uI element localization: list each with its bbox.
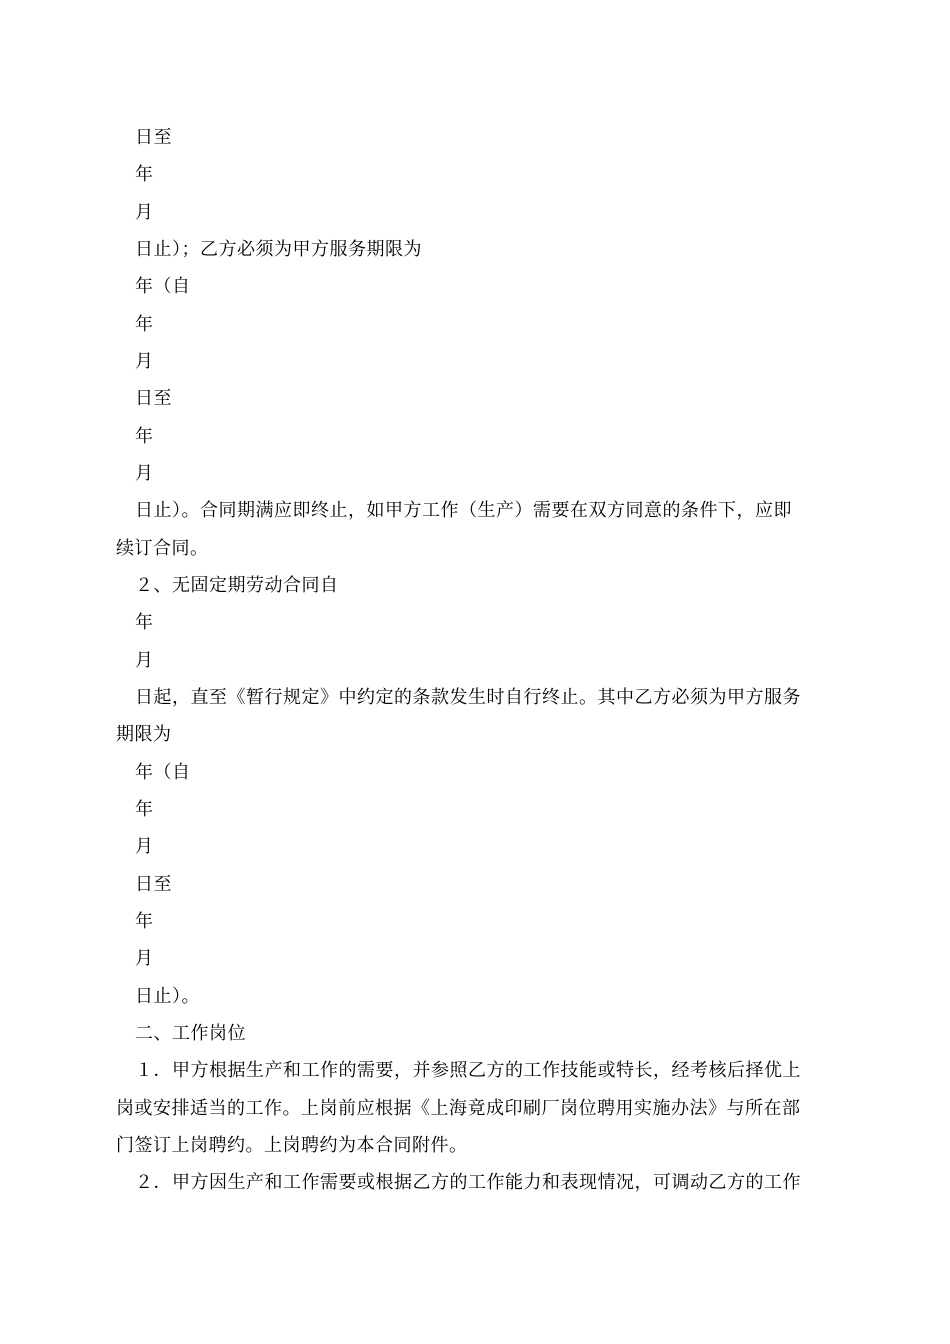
text-line: 月 (135, 202, 154, 223)
text-line: 门签订上岗聘约。上岗聘约为本合同附件。 (116, 1135, 468, 1156)
text-line: 月 (135, 650, 154, 671)
text-line: １．甲方根据生产和工作的需要，并参照乙方的工作技能或特长，经考核后择优上 (135, 1060, 801, 1081)
text-line: 日止）。 (135, 986, 200, 1007)
text-line: 日止）；乙方必须为甲方服务期限为 (135, 239, 422, 260)
text-line: 年（自 (135, 762, 191, 783)
text-line: 日止）。合同期满应即终止，如甲方工作（生产）需要在双方同意的条件下，应即 (135, 500, 792, 521)
text-line: 月 (135, 351, 154, 372)
text-line: 期限为 (116, 724, 172, 745)
text-line: 年 (135, 911, 154, 932)
text-line: 日至 (135, 127, 172, 148)
text-line: 年 (135, 799, 154, 820)
text-line: 月 (135, 836, 154, 857)
text-line: 年 (135, 164, 154, 185)
text-line: ２．甲方因生产和工作需要或根据乙方的工作能力和表现情况，可调动乙方的工作 (135, 1172, 801, 1193)
text-line: ２、无固定期劳动合同自 (135, 575, 339, 596)
text-line: 岗或安排适当的工作。上岗前应根据《上海竟成印刷厂岗位聘用实施办法》与所在部 (116, 1098, 801, 1119)
text-line: 月 (135, 463, 154, 484)
text-line: 年 (135, 314, 154, 335)
text-line: 续订合同。 (116, 538, 209, 559)
text-line: 年 (135, 612, 154, 633)
text-line: 日起，直至《暂行规定》中约定的条款发生时自行终止。其中乙方必须为甲方服务 (135, 687, 801, 708)
text-line: 年（自 (135, 276, 191, 297)
text-line: 日至 (135, 388, 172, 409)
section-heading: 二、工作岗位 (135, 1023, 246, 1044)
text-line: 年 (135, 426, 154, 447)
text-line: 日至 (135, 874, 172, 895)
text-line: 月 (135, 948, 154, 969)
